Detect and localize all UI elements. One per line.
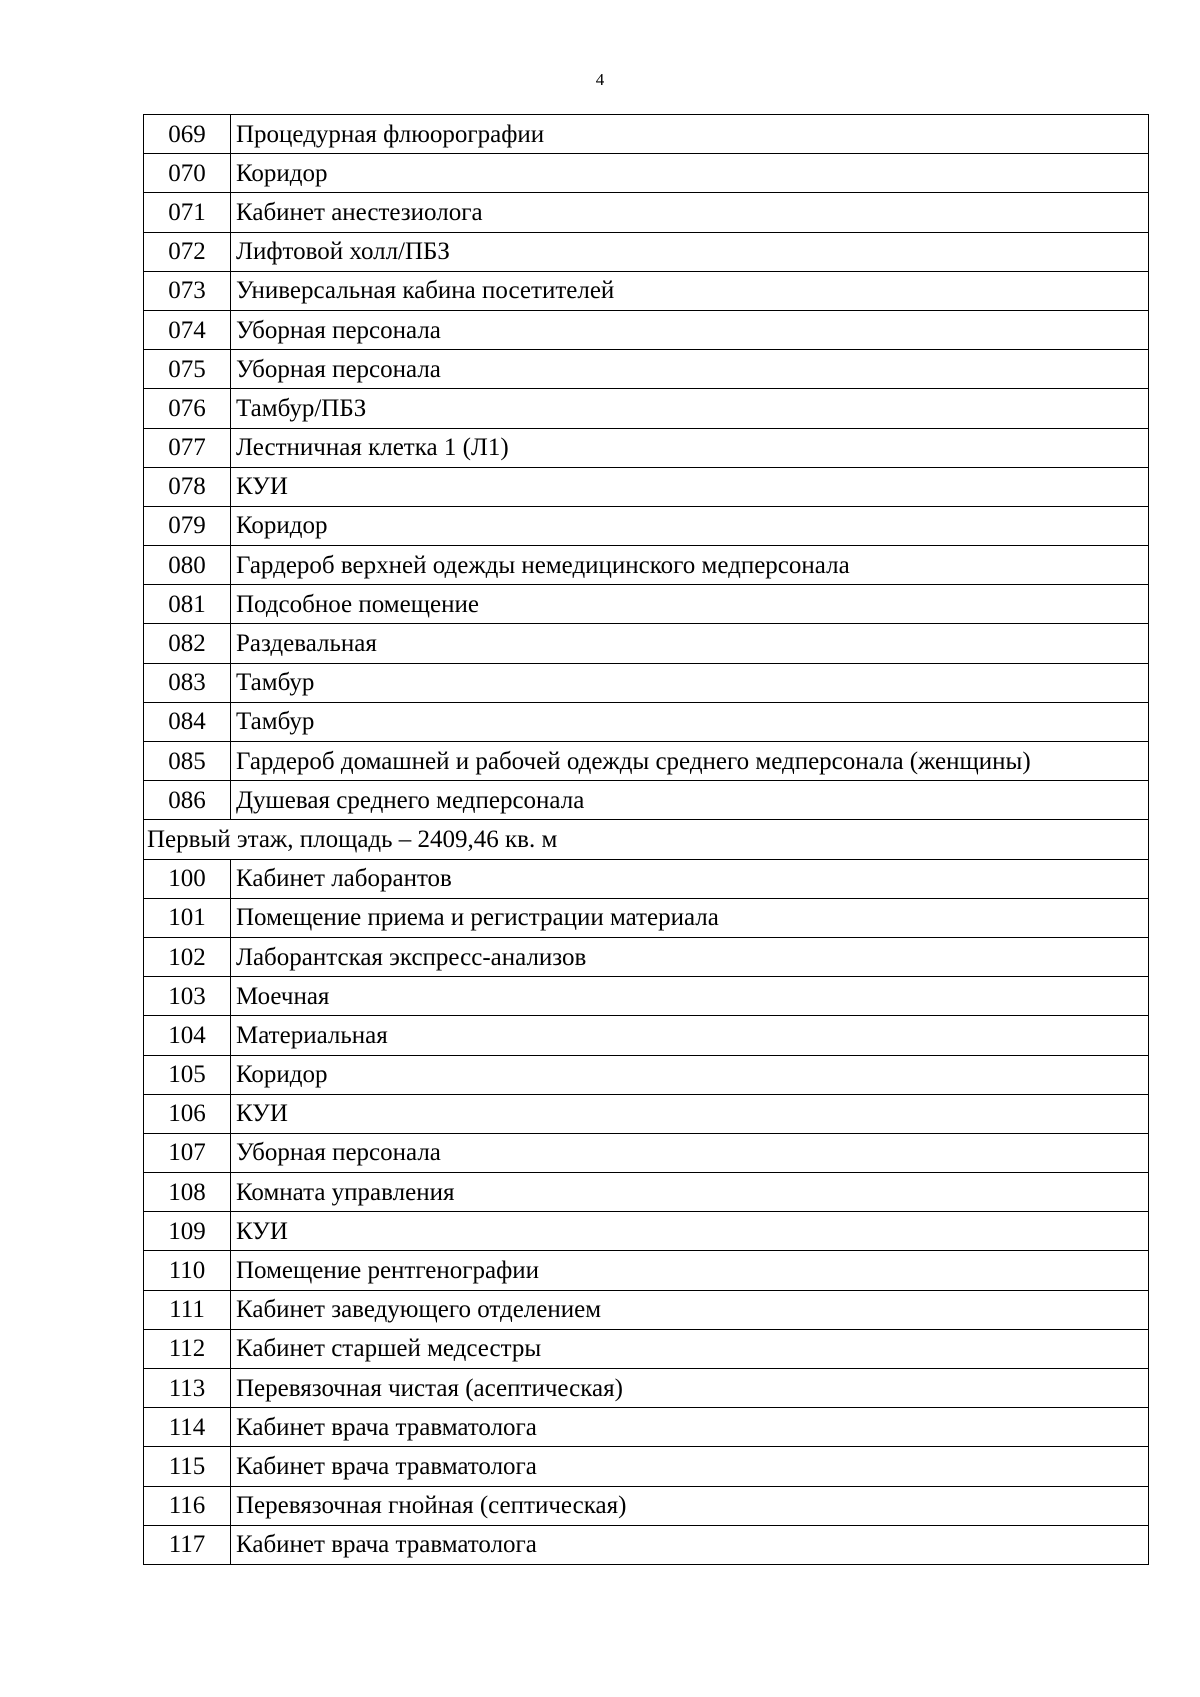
room-number: 101 xyxy=(144,898,231,937)
room-name: Уборная персонала xyxy=(231,310,1149,349)
table-row xyxy=(144,350,1149,389)
room-name: Перевязочная чистая (асептическая) xyxy=(231,1369,1149,1408)
room-number: 103 xyxy=(144,977,231,1016)
table-row xyxy=(144,271,1149,310)
table-row xyxy=(144,1408,1149,1447)
room-name: Помещение рентгенографии xyxy=(231,1251,1149,1290)
table-row xyxy=(144,781,1149,820)
room-name: Уборная персонала xyxy=(231,350,1149,389)
room-number: 078 xyxy=(144,467,231,506)
table-row xyxy=(144,1094,1149,1133)
room-name: Лестничная клетка 1 (Л1) xyxy=(231,428,1149,467)
room-name: Коридор xyxy=(231,1055,1149,1094)
room-name: Гардероб верхней одежды немедицинского медперсонала xyxy=(231,546,1149,585)
room-name: Комната управления xyxy=(231,1173,1149,1212)
room-number: 111 xyxy=(144,1290,231,1329)
room-number: 116 xyxy=(144,1486,231,1525)
table-row xyxy=(144,1251,1149,1290)
room-number: 073 xyxy=(144,271,231,310)
room-name: Душевая среднего медперсонала xyxy=(231,781,1149,820)
room-name: КУИ xyxy=(231,1212,1149,1251)
table-row xyxy=(144,1133,1149,1172)
room-number: 085 xyxy=(144,742,231,781)
table-row xyxy=(144,1447,1149,1486)
table-row xyxy=(144,702,1149,741)
table-row xyxy=(144,154,1149,193)
room-name: Тамбур xyxy=(231,702,1149,741)
table-row xyxy=(144,546,1149,585)
room-name: Кабинет старшей медсестры xyxy=(231,1329,1149,1368)
room-name: Коридор xyxy=(231,506,1149,545)
room-name: Кабинет врача травматолога xyxy=(231,1447,1149,1486)
room-number: 077 xyxy=(144,428,231,467)
table-row xyxy=(144,1525,1149,1564)
room-number: 070 xyxy=(144,154,231,193)
room-name: Кабинет врача травматолога xyxy=(231,1408,1149,1447)
room-name: Лифтовой холл/ПБЗ xyxy=(231,232,1149,271)
room-number: 117 xyxy=(144,1525,231,1564)
page-number: 4 xyxy=(595,70,605,89)
room-number: 076 xyxy=(144,389,231,428)
room-number: 109 xyxy=(144,1212,231,1251)
table-row xyxy=(144,1173,1149,1212)
table-row xyxy=(144,1290,1149,1329)
room-number: 084 xyxy=(144,702,231,741)
room-number: 102 xyxy=(144,937,231,976)
room-name: Помещение приема и регистрации материала xyxy=(231,898,1149,937)
room-name: Тамбур xyxy=(231,663,1149,702)
room-name: Коридор xyxy=(231,154,1149,193)
room-name: Кабинет лаборантов xyxy=(231,859,1149,898)
room-number: 079 xyxy=(144,506,231,545)
table-row xyxy=(144,977,1149,1016)
table-row xyxy=(144,310,1149,349)
room-number: 083 xyxy=(144,663,231,702)
room-number: 082 xyxy=(144,624,231,663)
table-row xyxy=(144,115,1149,154)
table-row xyxy=(144,1369,1149,1408)
room-number: 104 xyxy=(144,1016,231,1055)
room-number: 108 xyxy=(144,1173,231,1212)
table-row xyxy=(144,1055,1149,1094)
room-number: 080 xyxy=(144,546,231,585)
room-number: 112 xyxy=(144,1329,231,1368)
room-number: 107 xyxy=(144,1133,231,1172)
room-name: Гардероб домашней и рабочей одежды среднего медперсонала (женщины) xyxy=(231,742,1149,781)
room-number: 114 xyxy=(144,1408,231,1447)
table-row xyxy=(144,193,1149,232)
section-row xyxy=(144,820,1149,859)
table-row xyxy=(144,506,1149,545)
table-row xyxy=(144,859,1149,898)
room-name: Уборная персонала xyxy=(231,1133,1149,1172)
room-name: Материальная xyxy=(231,1016,1149,1055)
room-number: 105 xyxy=(144,1055,231,1094)
table-row xyxy=(144,428,1149,467)
room-number: 075 xyxy=(144,350,231,389)
section-heading: Первый этаж, площадь – 2409,46 кв. м xyxy=(144,820,1149,859)
room-number: 115 xyxy=(144,1447,231,1486)
room-number: 086 xyxy=(144,781,231,820)
room-number: 081 xyxy=(144,585,231,624)
table-row xyxy=(144,232,1149,271)
room-name: Подсобное помещение xyxy=(231,585,1149,624)
room-number: 071 xyxy=(144,193,231,232)
room-name: Перевязочная гнойная (септическая) xyxy=(231,1486,1149,1525)
table-row xyxy=(144,467,1149,506)
table-row xyxy=(144,742,1149,781)
room-name: Кабинет анестезиолога xyxy=(231,193,1149,232)
room-name: Тамбур/ПБЗ xyxy=(231,389,1149,428)
room-name: Универсальная кабина посетителей xyxy=(231,271,1149,310)
room-name: Процедурная флюорографии xyxy=(231,115,1149,154)
room-number: 106 xyxy=(144,1094,231,1133)
table-row xyxy=(144,585,1149,624)
room-number: 113 xyxy=(144,1369,231,1408)
room-name: Раздевальная xyxy=(231,624,1149,663)
room-name: Лаборантская экспресс-анализов xyxy=(231,937,1149,976)
table-row xyxy=(144,1486,1149,1525)
room-name: Кабинет заведующего отделением xyxy=(231,1290,1149,1329)
room-name: КУИ xyxy=(231,467,1149,506)
room-number: 072 xyxy=(144,232,231,271)
table-row xyxy=(144,1016,1149,1055)
room-number: 074 xyxy=(144,310,231,349)
room-name: Моечная xyxy=(231,977,1149,1016)
rooms-table xyxy=(143,114,1149,1565)
table-row xyxy=(144,389,1149,428)
room-name: КУИ xyxy=(231,1094,1149,1133)
table-row xyxy=(144,624,1149,663)
table-row xyxy=(144,937,1149,976)
room-number: 110 xyxy=(144,1251,231,1290)
room-number: 069 xyxy=(144,115,231,154)
table-row xyxy=(144,1212,1149,1251)
table-row xyxy=(144,1329,1149,1368)
table-row xyxy=(144,898,1149,937)
room-number: 100 xyxy=(144,859,231,898)
table-row xyxy=(144,663,1149,702)
rooms-table-body xyxy=(144,115,1149,1565)
room-name: Кабинет врача травматолога xyxy=(231,1525,1149,1564)
